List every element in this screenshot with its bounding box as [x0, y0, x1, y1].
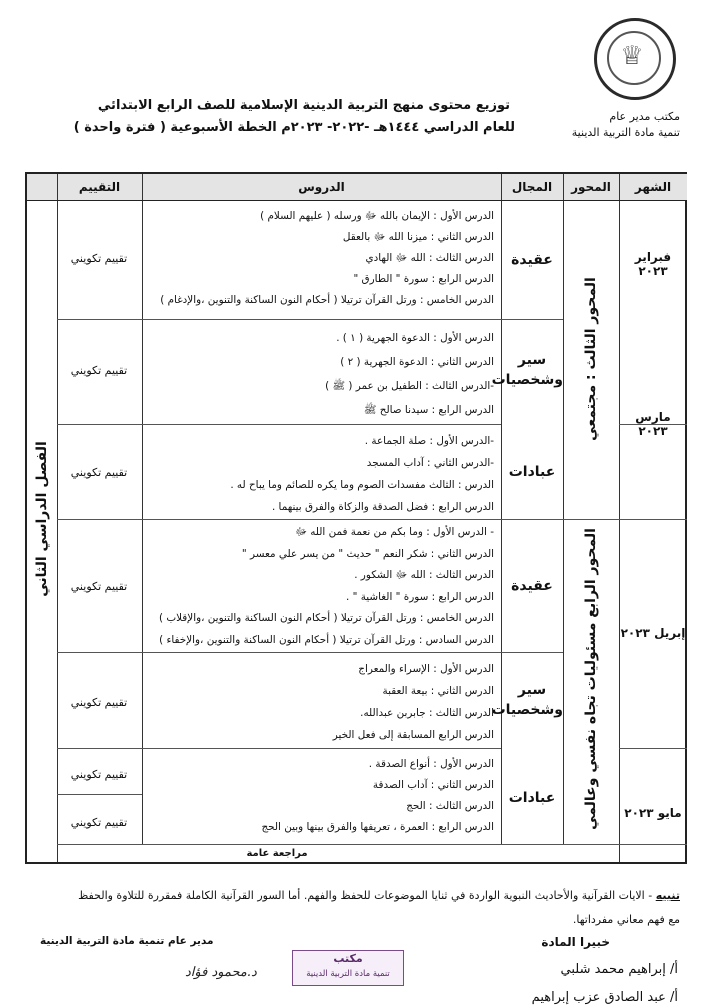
month-february: فبراير ٢٠٢٣: [634, 250, 672, 278]
general-review: مراجعة عامة: [246, 848, 308, 859]
lesson-item: الدرس الثاني : ميزنا الله ﷻ بالعقل: [342, 231, 494, 243]
evaluation-cell: تقييم تكويني: [70, 696, 128, 709]
lesson-item: الدرس السادس : ورتل القرآن ترتيلا ( أحكام النون الساكنة والتنوين ،والإخفاء ): [159, 633, 494, 646]
lesson-item: الدرس الثاني : آداب الصدقة: [372, 779, 494, 791]
experts-title: خبيرا المادة: [541, 935, 610, 949]
note-line-2: مع فهم معاني مفرداتها.: [572, 913, 680, 926]
header-month: الشهر: [619, 174, 687, 200]
lessons-group-2: [142, 326, 500, 422]
domain-aqeeda-2: عقيدة: [511, 578, 553, 594]
header-lessons: الدروس: [142, 174, 501, 200]
evaluation-cell: تقييم تكويني: [70, 580, 128, 593]
semester-label: الفصل الدراسي الثاني: [34, 441, 50, 597]
domain-seer-2-b: وشخصيات: [491, 702, 563, 718]
lesson-item: الدرس : الثالث مفسدات الصوم وما يكره للصائم وما يباح له .: [230, 479, 494, 491]
lesson-item: الدرس الأول : الإيمان بالله ﷻ ورسله ( عليهم السلام ): [260, 210, 494, 222]
expert-2: أ/ عبد الصادق عزب إبراهيم: [531, 990, 678, 1005]
lesson-item: - الدرس الأول : وما بكم من نعمة فمن الله ﷻ: [295, 526, 494, 538]
lesson-item: الدرس الخامس : ورتل القرآن ترتيلا ( أحكام النون الساكنة والتنوين ،والإدغام ): [160, 294, 494, 306]
lessons-group-3: [142, 430, 500, 518]
lesson-item: الدرس الثالث : الله ﷻ الشكور .: [354, 569, 494, 581]
domain-seer-1-a: سير: [517, 352, 547, 368]
lesson-item: الدرس الرابع : فضل الصدقة والزكاة والفرق بينهما .: [271, 501, 494, 513]
stamp-line-2: تنمية مادة التربية الدينية: [306, 969, 390, 979]
director-title: مدير عام تنمية مادة التربية الدينية: [40, 935, 214, 947]
ministry-logo: [594, 18, 676, 100]
lesson-item: الدرس الرابع : سيدنا صالح ﷺ: [363, 404, 494, 416]
domain-ebadat-1: عبادات: [508, 464, 556, 480]
evaluation-cell: تقييم تكويني: [70, 364, 128, 377]
note-label: تنبيه: [655, 889, 680, 902]
axis-three: المحور الثالث : مجتمعي: [583, 277, 599, 441]
domain-aqeeda-1: عقيدة: [511, 252, 553, 268]
axis-four: المحور الرابع مسئوليات تجاه نفسي وعالمي: [583, 528, 599, 830]
footer-note: [40, 885, 680, 907]
lesson-item: الدرس الأول : أنواع الصدقة .: [368, 758, 494, 770]
domain-seer-1-b: وشخصيات: [491, 372, 563, 388]
evaluation-cell: تقييم تكويني: [70, 816, 128, 829]
eagle-emblem-icon: ♕: [620, 41, 644, 71]
lessons-group-1: [142, 206, 500, 311]
lesson-item: الدرس الرابع : سورة " الغاشية " .: [346, 590, 494, 603]
note-line-1: - الايات القرآنية والأحاديث النبوية الواردة في ثنايا الموضوعات للحفظ والفهم. أما السور القرآنية الكاملة فمقررة للتلاوة والحفظ: [78, 889, 653, 902]
curriculum-table: [25, 172, 687, 864]
evaluation-cell: تقييم تكويني: [70, 768, 128, 781]
lessons-group-6: [142, 754, 500, 838]
header-evaluation: التقييم: [57, 174, 142, 200]
domain-ebadat-2: عبادات: [508, 790, 556, 806]
lesson-item: -الدرس الثالث : الطفيل بن عمر ( ﷺ ): [325, 380, 494, 392]
evaluation-cell: تقييم تكويني: [70, 466, 128, 479]
expert-1: أ/ إبراهيم محمد شلبي: [560, 962, 678, 977]
evaluation-cell: تقييم تكويني: [70, 252, 128, 265]
lesson-item: الدرس الثالث : الله ﷻ الهادي: [365, 252, 494, 264]
lesson-item: -الدرس الأول : صلة الجماعة .: [364, 435, 494, 447]
month-may: مايو ٢٠٢٣: [624, 806, 682, 820]
stamp-line-1: مكتب: [333, 952, 363, 965]
director-signature: د.محمود فؤاد: [185, 965, 257, 980]
lesson-item: الدرس الثاني : الدعوة الجهرية ( ٢ ): [340, 356, 494, 368]
header-blank: [27, 174, 57, 200]
month-march: مارس ٢٠٢٣: [635, 410, 671, 438]
office-stamp: [292, 950, 404, 986]
lesson-item: الدرس الثاني : بيعة العقبة: [382, 685, 494, 697]
lesson-item: الدرس الخامس : ورتل القرآن ترتيلا ( أحكام النون الساكنة والتنوين ،والإقلاب ): [158, 612, 494, 624]
header-domain: المجال: [501, 174, 563, 200]
office-line-2: تنمية مادة التربية الدينية: [571, 126, 680, 139]
lessons-group-4: [142, 522, 500, 651]
month-april: إبريل ٢٠٢٣: [620, 626, 686, 640]
page-title-line-1: توزيع محتوى منهج التربية الدينية الإسلامية للصف الرابع الابتدائي: [97, 98, 510, 113]
lessons-group-5: [142, 658, 500, 746]
lesson-item: الدرس الثالث : الحج: [406, 800, 494, 812]
lesson-item: الدرس الرابع : العمرة ، تعريفها والفرق بينها وبين الحج: [261, 821, 494, 833]
lesson-item: الدرس الثالث : جابربن عبدالله.: [360, 707, 494, 719]
lesson-item: -الدرس الثاني : آداب المسجد: [366, 457, 494, 469]
lesson-item: الدرس الرابع : سورة " الطارق ": [353, 273, 494, 285]
page-title-line-2: للعام الدراسي ١٤٤٤هـ -٢٠٢٢- ٢٠٢٣م الخطة الأسبوعية ( فترة واحدة ): [73, 120, 515, 135]
lesson-item: الدرس الأول : الدعوة الجهرية ( ١ ) .: [336, 332, 494, 344]
lesson-item: الدرس الرابع المسابقة إلى فعل الخير: [332, 729, 494, 741]
lesson-item: الدرس الأول : الإسراء والمعراج: [358, 663, 494, 675]
lesson-item: الدرس الثاني : شكر النعم " حديث " من يسر علي معسر ": [241, 547, 494, 560]
header-axis: المحور: [563, 174, 619, 200]
office-line-1: مكتب مدير عام: [609, 110, 680, 123]
domain-seer-2-a: سير: [517, 682, 547, 698]
